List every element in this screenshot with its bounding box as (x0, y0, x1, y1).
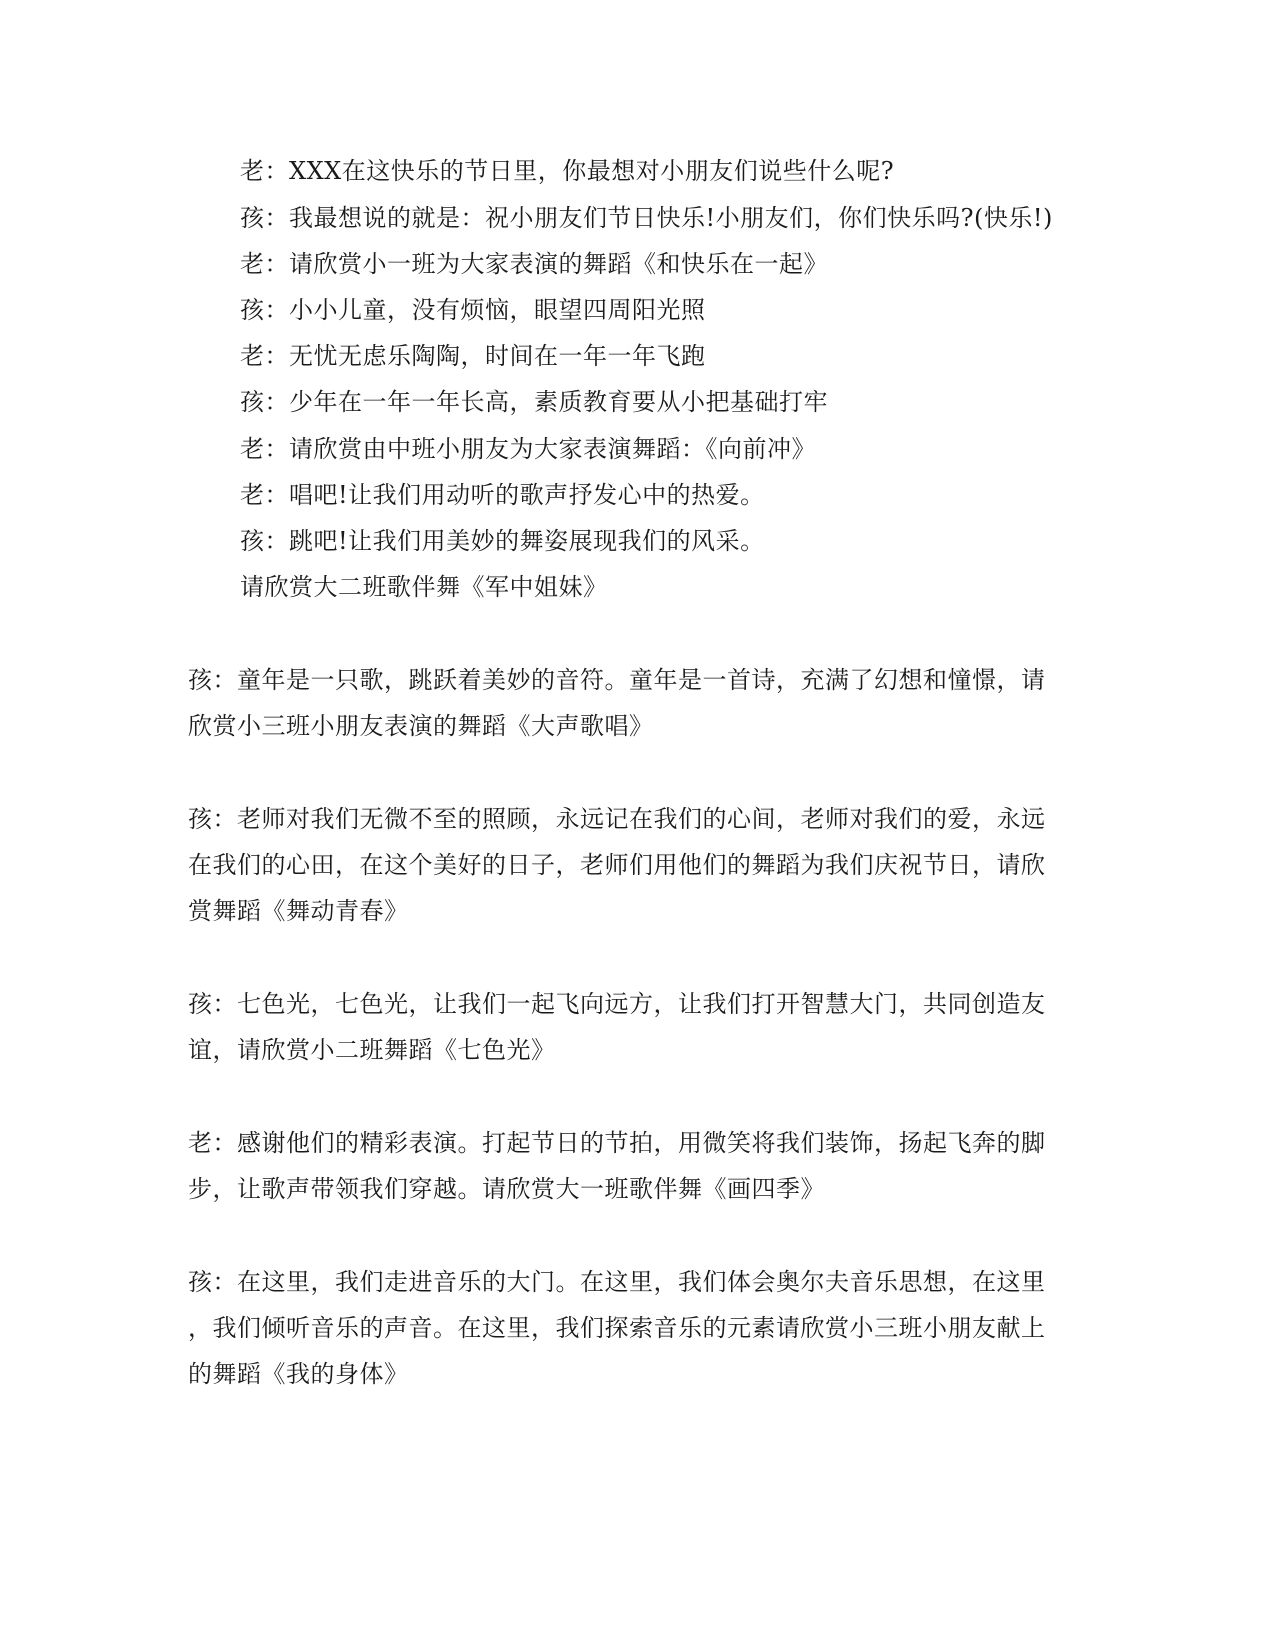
paragraph-line: 孩：童年是一只歌，跳跃着美妙的音符。童年是一首诗，充满了幻想和憧憬，请 (188, 666, 1046, 694)
dialogue-line: 请欣赏大二班歌伴舞《军中姐妹》 (240, 573, 608, 601)
paragraph-line: 孩：老师对我们无微不至的照顾，永远记在我们的心间，老师对我们的爱，永远 (188, 805, 1046, 833)
dialogue-line: 孩：我最想说的就是：祝小朋友们节日快乐!小朋友们，你们快乐吗?(快乐!) (240, 204, 1053, 232)
paragraph-line: 在我们的心田，在这个美好的日子，老师们用他们的舞蹈为我们庆祝节日，请欣 (188, 851, 1046, 879)
dialogue-line: 老：请欣赏由中班小朋友为大家表演舞蹈：《向前冲》 (240, 435, 816, 463)
paragraph-line: 步，让歌声带领我们穿越。请欣赏大一班歌伴舞《画四季》 (188, 1175, 825, 1203)
dialogue-line: 孩：小小儿童，没有烦恼，眼望四周阳光照 (240, 296, 706, 324)
dialogue-line: 老：请欣赏小一班为大家表演的舞蹈《和快乐在一起》 (240, 250, 828, 278)
dialogue-line: 老：无忧无虑乐陶陶，时间在一年一年飞跑 (240, 342, 706, 370)
dialogue-line: 孩：少年在一年一年长高，素质教育要从小把基础打牢 (240, 388, 828, 416)
paragraph-line: 孩：七色光，七色光，让我们一起飞向远方，让我们打开智慧大门，共同创造友 (188, 990, 1046, 1018)
paragraph-line: ，我们倾听音乐的声音。在这里，我们探索音乐的元素请欣赏小三班小朋友献上 (188, 1314, 1046, 1342)
dialogue-line: 孩：跳吧!让我们用美妙的舞姿展现我们的风采。 (240, 527, 765, 555)
paragraph-line: 欣赏小三班小朋友表演的舞蹈《大声歌唱》 (188, 712, 654, 740)
dialogue-line: 老：XXX在这快乐的节日里，你最想对小朋友们说些什么呢? (240, 157, 895, 185)
dialogue-line: 老：唱吧!让我们用动听的歌声抒发心中的热爱。 (240, 481, 765, 509)
paragraph-line: 谊，请欣赏小二班舞蹈《七色光》 (188, 1036, 556, 1064)
paragraph-line: 老：感谢他们的精彩表演。打起节日的节拍，用微笑将我们装饰，扬起飞奔的脚 (188, 1129, 1046, 1157)
paragraph-line: 孩：在这里，我们走进音乐的大门。在这里，我们体会奥尔夫音乐思想，在这里 (188, 1268, 1046, 1296)
paragraph-line: 的舞蹈《我的身体》 (188, 1360, 409, 1388)
paragraph-line: 赏舞蹈《舞动青春》 (188, 897, 409, 925)
